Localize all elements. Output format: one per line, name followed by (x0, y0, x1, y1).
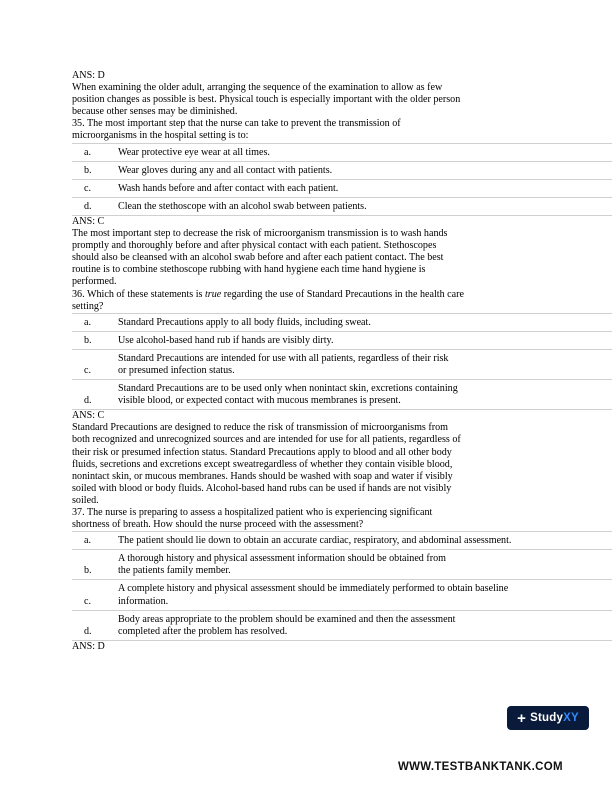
rationale-line: both recognized and unrecognized sources and are intended for use for all patients, regardless of (72, 434, 461, 446)
option-row (72, 179, 612, 197)
option-row (72, 143, 612, 161)
option-row (72, 379, 612, 410)
rationale-line: When examining the older adult, arranging the sequence of the examination to allow as few (72, 82, 443, 94)
option-text: Wear protective eye wear at all times. (118, 146, 270, 158)
rationale-line: Standard Precautions are designed to reduce the risk of transmission of microorganisms from (72, 422, 448, 434)
option-text: Clean the stethoscope with an alcohol swab between patients. (118, 200, 367, 212)
rationale-line: should also be cleansed with an alcohol swab before and after each patient contact. The best (72, 252, 444, 264)
logo-xy-text: XY (563, 712, 579, 724)
answer-line: ANS: C (72, 215, 105, 227)
rationale-line: fluids, secretions and excretions except sweatregardless of whether they contain visible blood, (72, 458, 453, 470)
option-letter: b. (84, 565, 92, 577)
option-row (72, 349, 612, 379)
option-text: Standard Precautions are intended for use with all patients, regardless of their risk (118, 352, 449, 364)
option-row (72, 549, 612, 579)
option-row (72, 313, 612, 331)
rationale-line: nonintact skin, or mucous membranes. Hands should be washed with soap and water if visibly (72, 470, 453, 482)
option-text: completed after the problem has resolved. (118, 625, 288, 637)
rationale-line: position changes as possible is best. Physical touch is especially important with the older person (72, 94, 461, 106)
option-letter: d. (84, 200, 92, 212)
option-text: Use alcohol-based hand rub if hands are visibly dirty. (118, 334, 334, 346)
option-text: Body areas appropriate to the problem should be examined and then the assessment (118, 613, 456, 625)
logo-study-text: Study (530, 712, 564, 724)
answer-line: ANS: D (72, 640, 105, 652)
option-text: A thorough history and physical assessment information should be obtained from (118, 553, 446, 565)
question-stem: 35. The most important step that the nurse can take to prevent the transmission of (72, 118, 401, 130)
options-table (72, 313, 542, 411)
question-37 (72, 507, 542, 653)
answer-line: ANS: D (72, 70, 105, 81)
stem-prefix: 36. Which of these statements is (72, 288, 205, 300)
option-letter: a. (84, 146, 92, 158)
footer-url: WWW.TESTBANKTANK.COM (398, 761, 563, 773)
rationale-line: routine is to combine stethoscope rubbing with hand hygiene each time hand hygiene is (72, 264, 426, 276)
option-letter: d. (84, 625, 92, 637)
option-text: Wear gloves during any and all contact with patients. (118, 164, 333, 176)
studyxy-logo (507, 706, 589, 730)
option-text: Standard Precautions are to be used only when nonintact skin, excretions containing (118, 383, 458, 395)
rationale-line: because other senses may be diminished. (72, 106, 238, 118)
rationale (72, 422, 542, 507)
option-text: Standard Precautions apply to all body fluids, including sweat. (118, 316, 371, 328)
rationale-line: their risk or presumed infection status. Standard Precautions apply to blood and all other body (72, 446, 452, 458)
document-body (72, 70, 542, 653)
option-letter: b. (84, 334, 92, 346)
option-text: Wash hands before and after contact with each patient. (118, 182, 339, 194)
question-stem (72, 289, 542, 301)
option-row (72, 331, 612, 349)
option-letter: a. (84, 535, 92, 547)
rationale (72, 82, 542, 118)
question-35 (72, 118, 542, 288)
question-stem: setting? (72, 300, 104, 312)
question-stem: microorganisms in the hospital setting is to: (72, 130, 249, 142)
question-stem: shortness of breath. How should the nurse proceed with the assessment? (72, 519, 364, 531)
option-letter: c. (84, 364, 92, 376)
rationale-line: performed. (72, 276, 117, 288)
option-text: The patient should lie down to obtain an accurate cardiac, respiratory, and abdominal assessment. (118, 535, 512, 547)
option-letter: c. (84, 595, 92, 607)
question-stem: 37. The nurse is preparing to assess a hospitalized patient who is experiencing significant (72, 507, 433, 518)
option-row (72, 579, 612, 609)
option-text: visible blood, or expected contact with mucous membranes is present. (118, 395, 401, 407)
option-text: or presumed infection status. (118, 364, 235, 376)
option-letter: b. (84, 164, 92, 176)
rationale-line: promptly and thoroughly before and after physical contact with each patient. Stethoscopes (72, 240, 437, 252)
options-table (72, 531, 542, 641)
plus-icon: + (517, 709, 527, 727)
rationale (72, 228, 542, 288)
rationale-line: The most important step to decrease the risk of microorganism transmission is to wash hands (72, 228, 448, 240)
stem-suffix: regarding the use of Standard Precautions in the health care (221, 288, 464, 300)
rationale-line: soiled. (72, 494, 99, 506)
option-row (72, 610, 612, 641)
option-row (72, 161, 612, 179)
option-letter: a. (84, 316, 92, 328)
option-letter: d. (84, 395, 92, 407)
option-letter: c. (84, 182, 92, 194)
option-text: A complete history and physical assessment should be immediately performed to obtain baseline (118, 583, 509, 595)
option-text: the patients family member. (118, 565, 231, 577)
rationale-line: soiled with blood or body fluids. Alcohol-based hand rubs can be used if hands are not visibly (72, 482, 452, 494)
stem-emphasis: true (204, 288, 222, 300)
option-row (72, 531, 612, 549)
options-table (72, 143, 542, 216)
question-36 (72, 289, 542, 508)
answer-line: ANS: C (72, 410, 105, 422)
option-row (72, 197, 612, 216)
option-text: information. (118, 595, 169, 607)
